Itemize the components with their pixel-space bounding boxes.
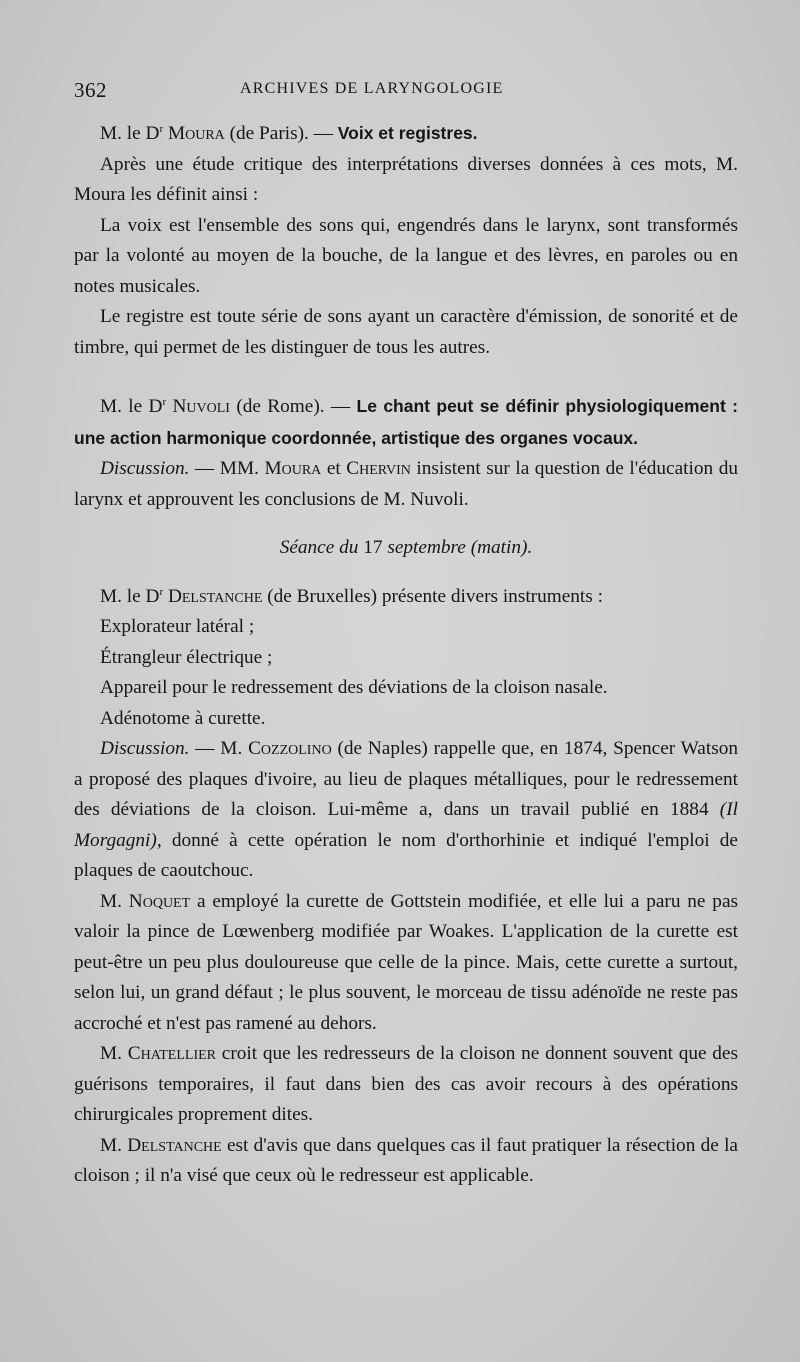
instrument-item: Adénotome à curette. bbox=[100, 707, 266, 729]
discussion-paragraph: Discussion. — M. Cozzolino (de Naples) rappelle que, en 1874, Spencer Watson a proposé des plaques d'ivoire, au lieu de plaques métalliques, pour le redressement des déviations de la cloison. Lui-même a, dans un travail publié en 1884 (Il Morgagni), donné à cette opération le nom d'orthorhinie et indiqué l'emploi de plaques de caoutchouc. bbox=[74, 738, 738, 881]
session-heading: Séance du 17 septembre (matin). bbox=[279, 537, 533, 558]
paragraph: Le registre est toute série de sons ayant un caractère d'émission, de sonorité et de timbre, qui permet de les distinguer de tous les autres. bbox=[74, 306, 738, 358]
paper-title: Voix et registres. bbox=[337, 123, 478, 143]
moura-heading: M. le $D^r$ Moura (de Paris). — Voix et registres. bbox=[100, 123, 478, 144]
noquet-paragraph: M. Noquet a employé la curette de Gottstein modifiée, et elle lui a paru ne pas valoir la pince de Lœwenberg modifiée par Woakes. L'application de la curette est peut-être un peu plus douloureuse que celle de la pince. Mais, cette curette a surtout, selon lui, un grand défaut ; le plus souvent, le morceau de tissu adénoïde ne reste pas accroché et n'est pas ramené au dehors. bbox=[74, 890, 739, 1034]
discussion-paragraph: Discussion. — MM. Moura et Chervin insistent sur la question de l'éducation du larynx et approuvent les conclusions de M. Nuvoli. bbox=[74, 458, 738, 510]
paragraph: La voix est l'ensemble des sons qui, engendrés dans le larynx, sont transformés par la volonté au moyen de la bouche, de la langue et des lèvres, en paroles ou en notes musicales. bbox=[74, 214, 738, 297]
chatellier-paragraph: M. Chatellier croit que les redresseurs de la cloison ne donnent souvent que des guérisons temporaires, il faut dans bien des cas avoir recours à des opérations chirurgicales proprement dites. bbox=[74, 1043, 738, 1125]
author-name: Nuvoli bbox=[172, 396, 230, 417]
instrument-item: Étrangleur électrique ; bbox=[100, 646, 273, 668]
author-name: Moura bbox=[167, 123, 225, 144]
page-number: 362 bbox=[74, 78, 107, 102]
delstanche-heading: M. le $D^r$ Delstanche (de Bruxelles) présente divers instruments : bbox=[100, 585, 603, 607]
delstanche-reply-paragraph: M. Delstanche est d'avis que dans quelques cas il faut pratiquer la résection de la cloison ; il n'a visé que ceux où le redresseur est applicable. bbox=[74, 1134, 738, 1186]
running-header bbox=[74, 78, 734, 104]
running-title: ARCHIVES DE LARYNGOLOGIE bbox=[240, 80, 504, 97]
instrument-item: Explorateur latéral ; bbox=[100, 616, 255, 637]
paragraph: Après une étude critique des interprétations diverses données à ces mots, M. Moura les définit ainsi : bbox=[74, 153, 738, 205]
instrument-item: Appareil pour le redressement des déviations de la cloison nasale. bbox=[100, 677, 608, 698]
page-body bbox=[74, 118, 738, 1192]
paper-title: Le chant peut se définir physiologiquement : une action harmonique coordonnée, artistique des organes vocaux. bbox=[74, 396, 739, 448]
nuvoli-heading: M. le $D^r$ Nuvoli (de Rome). — Le chant peut se définir physiologiquement : une action harmonique coordonnée, artistique des organes vocaux. bbox=[74, 396, 739, 448]
author-name: Delstanche bbox=[167, 585, 263, 607]
